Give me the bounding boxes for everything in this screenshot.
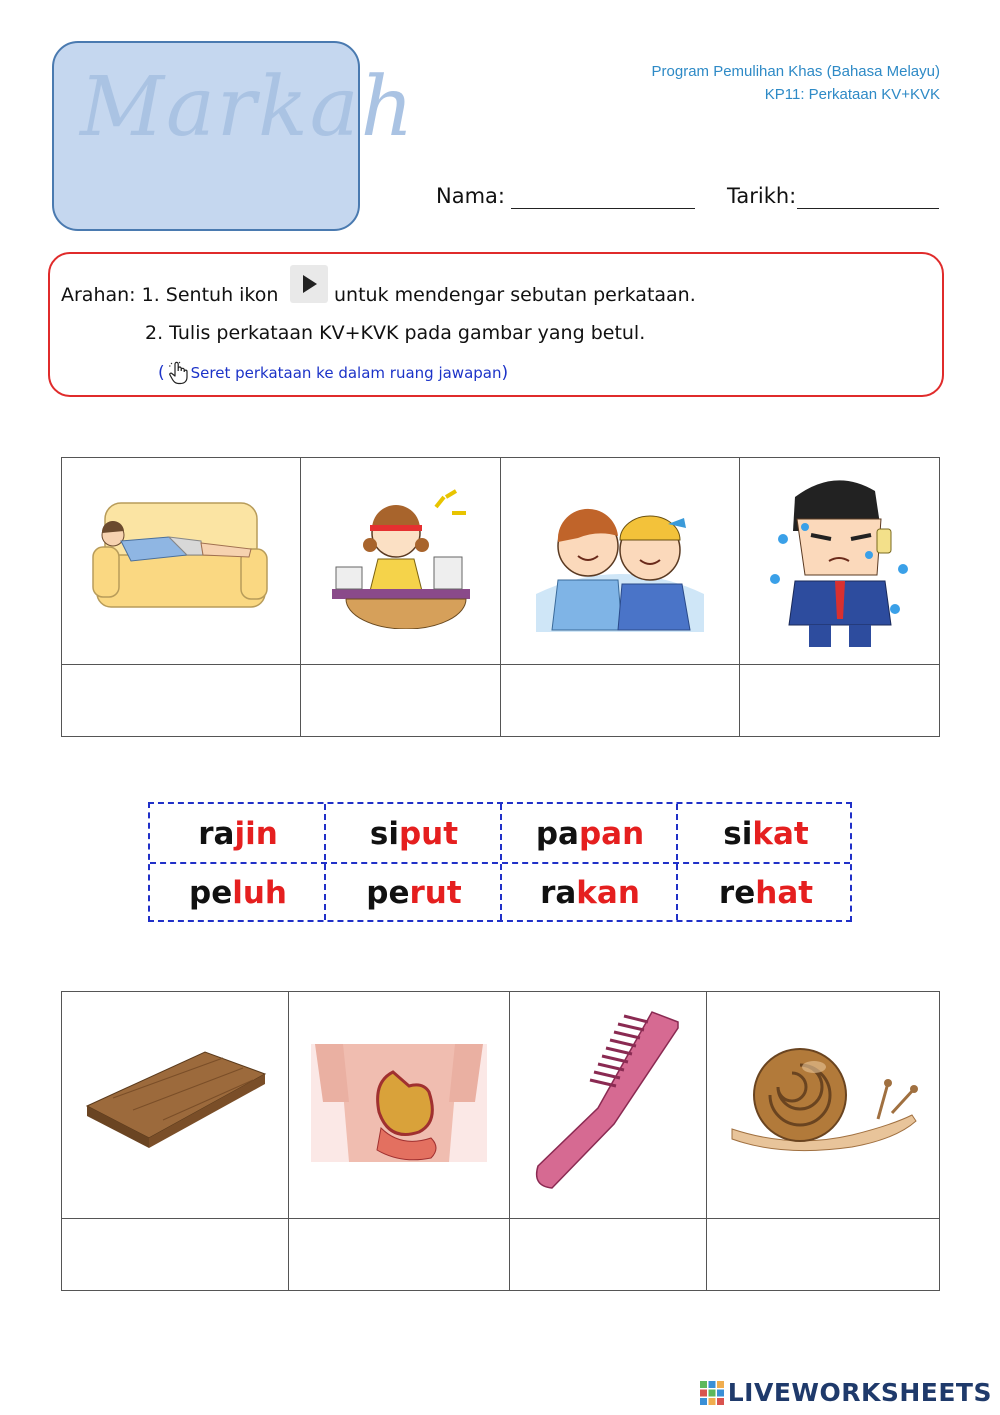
- two-friends-image: [530, 484, 710, 634]
- word-tile-sikat[interactable]: si kat: [723, 816, 809, 852]
- liveworksheets-mark-icon: [699, 1380, 725, 1406]
- date-label: Tarikh:: [727, 184, 797, 208]
- answer-drop-slot[interactable]: [289, 1219, 510, 1291]
- instruction-line2: 2. Tulis perkataan KV+KVK pada gambar yang betul.: [145, 322, 646, 344]
- picture-cell: [706, 992, 939, 1219]
- snail-image: [728, 1043, 918, 1163]
- word-tile-rehat[interactable]: re hat: [718, 875, 814, 911]
- picture-table-2: [61, 991, 940, 1291]
- instruction-line1-prefix: Arahan: 1. Sentuh ikon: [61, 284, 279, 306]
- answer-drop-slot[interactable]: [301, 665, 501, 737]
- wooden-board-image: [83, 1048, 268, 1158]
- word-tile-rakan[interactable]: ra kan: [540, 875, 640, 911]
- picture-cell: [740, 458, 940, 665]
- answer-drop-slot[interactable]: [62, 1219, 289, 1291]
- picture-cell: [62, 458, 301, 665]
- drag-hand-icon: [167, 361, 189, 385]
- drag-hint-text: Seret perkataan ke dalam ruang jawapan: [190, 364, 502, 382]
- picture-cell: [500, 458, 739, 665]
- answer-drop-slot[interactable]: [62, 665, 301, 737]
- liveworksheets-logo: [699, 1378, 992, 1407]
- liveworksheets-brand: LIVEWORKSHEETS: [727, 1378, 992, 1407]
- stressed-girl-studying-image: [326, 489, 476, 629]
- picture-cell: [62, 992, 289, 1219]
- program-title: Program Pemulihan Khas (Bahasa Melayu): [651, 63, 940, 80]
- word-bank: [148, 802, 852, 922]
- picture-cell: [301, 458, 501, 665]
- instruction-line1-suffix: untuk mendengar sebutan perkataan.: [334, 284, 696, 306]
- comb-image: [528, 1008, 688, 1198]
- word-tile-peluh[interactable]: pe luh: [189, 875, 287, 911]
- picture-cell: [289, 992, 510, 1219]
- hint-close-paren: ): [501, 363, 509, 383]
- play-icon[interactable]: [290, 265, 328, 303]
- name-field[interactable]: [511, 208, 695, 209]
- word-tile-perut[interactable]: pe rut: [366, 875, 462, 911]
- answer-drop-slot[interactable]: [500, 665, 739, 737]
- word-tile-rajin[interactable]: ra jin: [198, 816, 278, 852]
- word-tile-siput[interactable]: si put: [369, 816, 459, 852]
- person-resting-on-sofa-image: [91, 497, 271, 622]
- answer-drop-slot[interactable]: [740, 665, 940, 737]
- name-label: Nama:: [436, 184, 505, 208]
- word-tile-papan[interactable]: pa pan: [535, 816, 645, 852]
- answer-drop-slot[interactable]: [706, 1219, 939, 1291]
- answer-drop-slot[interactable]: [510, 1219, 707, 1291]
- date-field[interactable]: [797, 208, 939, 209]
- picture-table-1: [61, 457, 940, 737]
- picture-cell: [510, 992, 707, 1219]
- hint-open-paren: (: [158, 363, 165, 383]
- stomach-anatomy-image: [309, 1042, 489, 1164]
- drag-hint: [158, 361, 508, 385]
- topic-title: KP11: Perkataan KV+KVK: [764, 86, 940, 103]
- score-box-label: Markah: [80, 60, 416, 155]
- sweating-businessman-image: [765, 469, 915, 649]
